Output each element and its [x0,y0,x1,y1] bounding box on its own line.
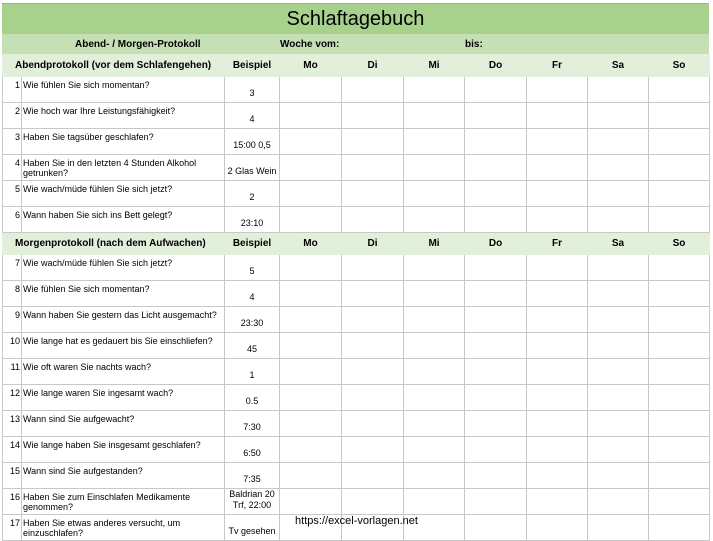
entry-cell-do[interactable] [465,207,527,233]
page-title: Schlaftagebuch [2,3,709,34]
entry-cell-fr[interactable] [527,333,588,359]
example-value: 7:30 [225,411,280,437]
entry-cell-so[interactable] [649,333,710,359]
entry-cell-so[interactable] [649,181,710,207]
example-value: 15:00 0,5 [225,129,280,155]
question-text: Wie fühlen Sie sich momentan? [22,77,225,103]
entry-cell-sa[interactable] [588,359,649,385]
entry-cell-mo[interactable] [280,207,342,233]
entry-cell-sa[interactable] [588,385,649,411]
entry-cell-di[interactable] [342,207,404,233]
question-text: Wie wach/müde fühlen Sie sich jetzt? [22,255,225,281]
entry-cell-do[interactable] [465,281,527,307]
table-row [3,181,710,207]
entry-cell-di[interactable] [342,77,404,103]
table-row [3,333,710,359]
entry-cell-fr[interactable] [527,463,588,489]
day-header-so: So [649,233,710,255]
example-value: Baldrian 20 Trf, 22:00 [225,489,280,515]
question-text: Wie wach/müde fühlen Sie sich jetzt? [22,181,225,207]
entry-cell-fr[interactable] [527,281,588,307]
entry-cell-fr[interactable] [527,385,588,411]
table-row [3,385,710,411]
table-row [3,463,710,489]
entry-cell-mi[interactable] [404,207,465,233]
entry-cell-sa[interactable] [588,155,649,181]
table-row [3,155,710,181]
entry-cell-so[interactable] [649,255,710,281]
day-header-di: Di [342,233,404,255]
entry-cell-di[interactable] [342,411,404,437]
week-from-label: Woche vom: [280,39,340,50]
entry-cell-fr[interactable] [527,77,588,103]
entry-cell-mo[interactable] [280,333,342,359]
entry-cell-do[interactable] [465,129,527,155]
entry-cell-mo[interactable] [280,155,342,181]
day-header-mo: Mo [280,55,342,77]
day-header-fr: Fr [527,233,588,255]
entry-cell-mo[interactable] [280,385,342,411]
entry-cell-mi[interactable] [404,411,465,437]
entry-cell-so[interactable] [649,307,710,333]
entry-cell-so[interactable] [649,103,710,129]
entry-cell-fr[interactable] [527,207,588,233]
example-value: 3 [225,77,280,103]
example-value: 23:10 [225,207,280,233]
entry-cell-so[interactable] [649,155,710,181]
entry-cell-mo[interactable] [280,77,342,103]
question-number: 3 [3,129,22,155]
example-value: 23:30 [225,307,280,333]
entry-cell-so[interactable] [649,385,710,411]
entry-cell-so[interactable] [649,411,710,437]
entry-cell-mi[interactable] [404,359,465,385]
entry-cell-do[interactable] [465,489,527,515]
entry-cell-mi[interactable] [404,385,465,411]
entry-cell-do[interactable] [465,181,527,207]
entry-cell-so[interactable] [649,489,710,515]
entry-cell-so[interactable] [649,77,710,103]
entry-cell-sa[interactable] [588,463,649,489]
question-number: 5 [3,181,22,207]
entry-cell-di[interactable] [342,281,404,307]
day-header-sa: Sa [588,233,649,255]
entry-cell-fr[interactable] [527,255,588,281]
entry-cell-do[interactable] [465,385,527,411]
question-number: 8 [3,281,22,307]
day-header-di: Di [342,55,404,77]
table-row [3,359,710,385]
entry-cell-so[interactable] [649,129,710,155]
evening-section [3,55,710,233]
entry-cell-di[interactable] [342,155,404,181]
entry-cell-sa[interactable] [588,281,649,307]
entry-cell-di[interactable] [342,307,404,333]
question-text: Haben Sie etwas anderes versucht, um einzuschlafen? [22,515,225,541]
question-text: Wie hoch war Ihre Leistungsfähigkeit? [22,103,225,129]
question-number: 9 [3,307,22,333]
entry-cell-do[interactable] [465,463,527,489]
question-text: Haben Sie zum Einschlafen Medikamente genommen? [22,489,225,515]
entry-cell-fr[interactable] [527,307,588,333]
entry-cell-do[interactable] [465,359,527,385]
entry-cell-di[interactable] [342,463,404,489]
entry-cell-so[interactable] [649,359,710,385]
question-number: 11 [3,359,22,385]
entry-cell-sa[interactable] [588,181,649,207]
question-number: 16 [3,489,22,515]
entry-cell-fr[interactable] [527,489,588,515]
example-value: 7:35 [225,463,280,489]
entry-cell-sa[interactable] [588,437,649,463]
entry-cell-sa[interactable] [588,129,649,155]
entry-cell-so[interactable] [649,463,710,489]
example-value: 2 [225,181,280,207]
entry-cell-mo[interactable] [280,307,342,333]
entry-cell-sa[interactable] [588,307,649,333]
entry-cell-mi[interactable] [404,181,465,207]
example-value: 5 [225,255,280,281]
question-number: 2 [3,103,22,129]
day-header-mo: Mo [280,233,342,255]
question-text: Wann sind Sie aufgestanden? [22,463,225,489]
table-row [3,411,710,437]
question-text: Haben Sie in den letzten 4 Stunden Alkohol getrunken? [22,155,225,181]
entry-cell-mi[interactable] [404,281,465,307]
entry-cell-mo[interactable] [280,255,342,281]
entry-cell-mi[interactable] [404,77,465,103]
example-value: 1 [225,359,280,385]
entry-cell-mo[interactable] [280,129,342,155]
entry-cell-mo[interactable] [280,463,342,489]
entry-cell-mo[interactable] [280,489,342,515]
question-text: Wie fühlen Sie sich momentan? [22,281,225,307]
sleep-diary-sheet [2,3,709,541]
entry-cell-sa[interactable] [588,333,649,359]
table-row [3,437,710,463]
question-text: Haben Sie tagsüber geschlafen? [22,129,225,155]
table-row [3,129,710,155]
day-header-sa: Sa [588,55,649,77]
example-column-header: Beispiel [225,233,280,255]
entry-cell-do[interactable] [465,437,527,463]
entry-cell-mi[interactable] [404,255,465,281]
entry-cell-do[interactable] [465,255,527,281]
entry-cell-fr[interactable] [527,129,588,155]
example-value: 45 [225,333,280,359]
entry-cell-mo[interactable] [280,359,342,385]
morning-header-row [3,233,710,255]
question-number: 13 [3,411,22,437]
entry-cell-mi[interactable] [404,103,465,129]
table-row [3,489,710,515]
entry-cell-di[interactable] [342,255,404,281]
day-header-do: Do [465,233,527,255]
entry-cell-mi[interactable] [404,129,465,155]
entry-cell-mi[interactable] [404,489,465,515]
question-number: 12 [3,385,22,411]
entry-cell-do[interactable] [465,411,527,437]
entry-cell-fr[interactable] [527,437,588,463]
table-row [3,103,710,129]
entry-cell-di[interactable] [342,385,404,411]
example-value: 0.5 [225,385,280,411]
entry-cell-do[interactable] [465,333,527,359]
question-text: Wie lange waren Sie ingesamt wach? [22,385,225,411]
entry-cell-mo[interactable] [280,181,342,207]
question-number: 1 [3,77,22,103]
entry-cell-sa[interactable] [588,207,649,233]
protocol-label: Abend- / Morgen-Protokoll [75,39,201,50]
question-number: 17 [3,515,22,541]
example-value: 2 Glas Wein [225,155,280,181]
question-text: Wann haben Sie gestern das Licht ausgemacht? [22,307,225,333]
entry-cell-so[interactable] [649,207,710,233]
entry-cell-mo[interactable] [280,281,342,307]
example-column-header: Beispiel [225,55,280,77]
question-text: Wie lange hat es gedauert bis Sie einschliefen? [22,333,225,359]
entry-cell-mo[interactable] [280,437,342,463]
question-number: 4 [3,155,22,181]
morning-section [3,233,710,541]
entry-cell-so[interactable] [649,437,710,463]
entry-cell-mi[interactable] [404,463,465,489]
entry-cell-mo[interactable] [280,411,342,437]
day-header-mi: Mi [404,55,465,77]
entry-cell-di[interactable] [342,489,404,515]
table-row [3,207,710,233]
entry-cell-fr[interactable] [527,103,588,129]
example-value: Tv gesehen [225,515,280,541]
entry-cell-mo[interactable] [280,103,342,129]
entry-cell-di[interactable] [342,181,404,207]
table-row [3,307,710,333]
entry-cell-do[interactable] [465,155,527,181]
question-number: 15 [3,463,22,489]
entry-cell-di[interactable] [342,333,404,359]
evening-header-row [3,55,710,77]
entry-cell-di[interactable] [342,103,404,129]
question-number: 14 [3,437,22,463]
entry-cell-fr[interactable] [527,181,588,207]
example-value: 6:50 [225,437,280,463]
table-row [3,255,710,281]
entry-cell-fr[interactable] [527,359,588,385]
entry-cell-di[interactable] [342,129,404,155]
entry-cell-do[interactable] [465,103,527,129]
entry-cell-mi[interactable] [404,333,465,359]
entry-cell-sa[interactable] [588,77,649,103]
entry-cell-mi[interactable] [404,437,465,463]
entry-cell-sa[interactable] [588,103,649,129]
table-row [3,281,710,307]
example-value: 4 [225,103,280,129]
table-row [3,77,710,103]
example-value: 4 [225,281,280,307]
evening-heading: Abendprotokoll (vor dem Schlafengehen) [3,55,225,77]
entry-cell-do[interactable] [465,77,527,103]
day-header-fr: Fr [527,55,588,77]
entry-cell-do[interactable] [465,307,527,333]
entry-cell-sa[interactable] [588,255,649,281]
footer-url[interactable]: https://excel-vorlagen.net [295,515,418,527]
entry-cell-sa[interactable] [588,411,649,437]
entry-cell-sa[interactable] [588,489,649,515]
protocol-subheader [2,34,709,54]
day-header-mi: Mi [404,233,465,255]
entry-cell-so[interactable] [649,281,710,307]
entry-cell-di[interactable] [342,359,404,385]
question-text: Wann sind Sie aufgewacht? [22,411,225,437]
entry-cell-fr[interactable] [527,155,588,181]
question-text: Wie oft waren Sie nachts wach? [22,359,225,385]
entry-cell-mi[interactable] [404,307,465,333]
entry-cell-di[interactable] [342,437,404,463]
morning-heading: Morgenprotokoll (nach dem Aufwachen) [3,233,225,255]
question-number: 6 [3,207,22,233]
day-header-do: Do [465,55,527,77]
entry-cell-mi[interactable] [404,155,465,181]
question-number: 7 [3,255,22,281]
question-text: Wie lange haben Sie insgesamt geschlafen? [22,437,225,463]
entry-cell-fr[interactable] [527,411,588,437]
day-header-so: So [649,55,710,77]
until-label: bis: [465,39,483,50]
question-number: 10 [3,333,22,359]
question-text: Wann haben Sie sich ins Bett gelegt? [22,207,225,233]
diary-table [2,54,710,541]
